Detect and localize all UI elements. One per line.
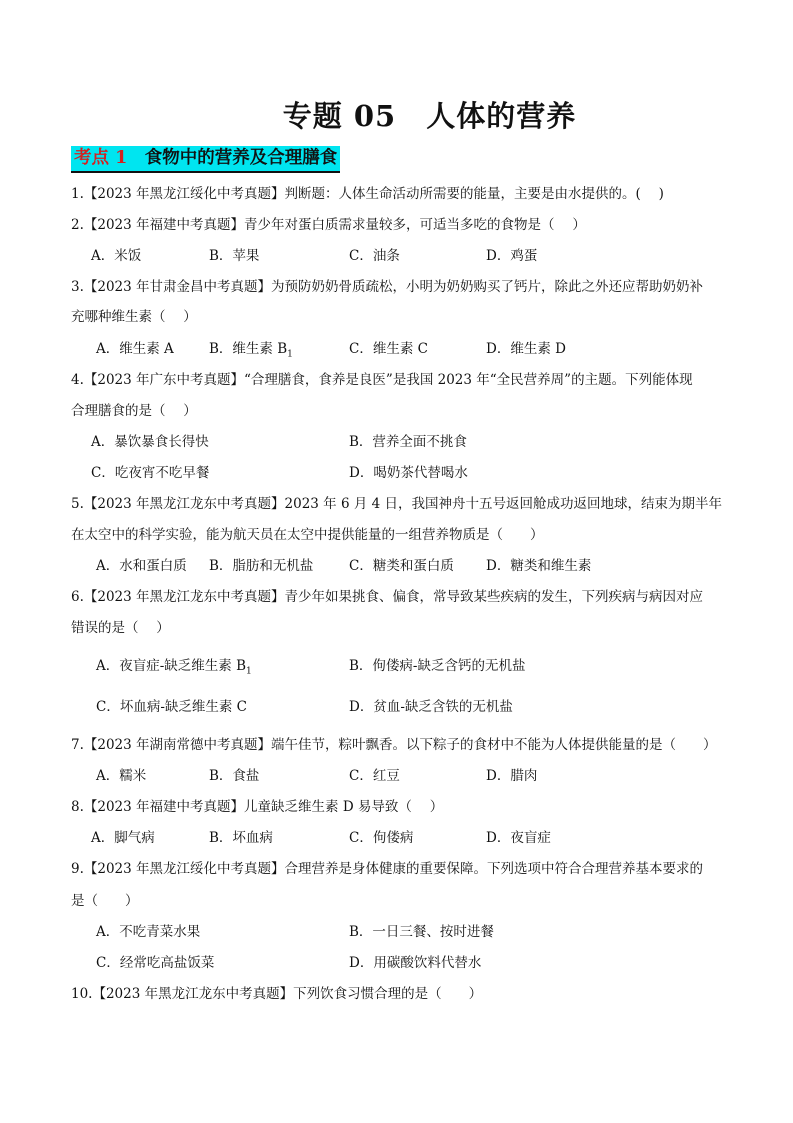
question-3-stem-line-1: 3.【2023 年甘肃金昌中考真题】为预防奶奶骨质疏松，小明为奶奶购买了钙片，除此之外还应帮助奶奶补 [71, 279, 704, 295]
question-5-stem-line-1: 5.【2023 年黑龙江龙东中考真题】2023 年 6 月 4 日，我国神舟十五号返回舱成功返回地球，结束为期半年 [71, 496, 723, 512]
question-9-stem-line-1: 9.【2023 年黑龙江绥化中考真题】合理营养是身体健康的重要保障。下列选项中符合合理营养基本要求的 [71, 861, 704, 877]
question-5-option-d[interactable]: D．糖类和维生素 [486, 558, 592, 574]
question-7-option-b[interactable]: B．食盐 [209, 768, 260, 784]
section-title: 食物中的营养及合理膳食 [144, 148, 338, 168]
question-3-option-b[interactable]: B．维生素 $B_1$ [209, 341, 293, 360]
question-7-option-c[interactable]: C．红豆 [349, 768, 400, 784]
question-4-option-d[interactable]: D．喝奶茶代替喝水 [349, 465, 468, 481]
question-7-stem: 7.【2023 年湖南常德中考真题】端午佳节，粽叶飘香。以下粽子的食材中不能为人体提供能量的是（ ） [71, 737, 717, 753]
question-2-option-b[interactable]: B．苹果 [209, 248, 260, 264]
page-title: 专题 05 人体的营养 [282, 99, 577, 133]
question-7-option-d[interactable]: D．腊肉 [486, 768, 538, 784]
section-prefix: 考点 1 [74, 148, 128, 168]
question-2-option-a[interactable]: A．米饭 [91, 248, 142, 264]
question-4-option-a[interactable]: A．暴饮暴食长得快 [91, 434, 209, 450]
question-6-option-b[interactable]: B．佝偻病-缺乏含钙的无机盐 [349, 658, 526, 674]
question-5-option-a[interactable]: A．水和蛋白质 [96, 558, 187, 574]
question-9-option-a[interactable]: A．不吃青菜水果 [96, 924, 201, 940]
question-9-option-c[interactable]: C．经常吃高盐饭菜 [96, 955, 215, 971]
question-8-option-a[interactable]: A．脚气病 [91, 830, 155, 846]
question-4-stem-line-1: 4.【2023 年广东中考真题】“合理膳食，食养是良医”是我国 2023 年“全民营养周”的主题。下列能体现 [71, 372, 693, 388]
question-10-stem: 10.【2023 年黑龙江龙东中考真题】下列饮食习惯合理的是（ ） [71, 986, 483, 1002]
subscript-1: 1 [246, 666, 252, 677]
question-5-option-c[interactable]: C．糖类和蛋白质 [349, 558, 454, 574]
question-6-option-c[interactable]: C．坏血病-缺乏维生素 C [96, 699, 248, 715]
question-5-stem-line-2: 在太空中的科学实验，能为航天员在太空中提供能量的一组营养物质是（ ） [71, 527, 544, 543]
question-2-stem: 2.【2023 年福建中考真题】青少年对蛋白质需求量较多，可适当多吃的食物是（ ） [71, 217, 586, 233]
section-heading [71, 146, 340, 173]
question-8-option-d[interactable]: D．夜盲症 [486, 830, 551, 846]
question-6-option-a[interactable]: A．夜盲症-缺乏维生素 $B_1$ [96, 658, 252, 677]
question-3-option-a[interactable]: A．维生素 A [96, 341, 174, 357]
subscript-1: 1 [287, 349, 293, 360]
question-3-stem-line-2: 充哪种维生素（ ） [71, 309, 197, 325]
question-9-stem-line-2: 是（ ） [71, 893, 139, 909]
question-3-option-c[interactable]: C．维生素 C [349, 341, 428, 357]
question-8-option-c[interactable]: C．佝偻病 [349, 830, 414, 846]
question-2-option-c[interactable]: C．油条 [349, 248, 400, 264]
question-9-option-d[interactable]: D．用碳酸饮料代替水 [349, 955, 482, 971]
question-9-option-b[interactable]: B．一日三餐、按时进餐 [349, 924, 494, 940]
question-4-stem-line-2: 合理膳食的是（ ） [71, 403, 197, 419]
question-6-stem-line-2: 错误的是（ ） [71, 620, 170, 636]
question-4-option-c[interactable]: C．吃夜宵不吃早餐 [91, 465, 210, 481]
question-6-option-d[interactable]: D．贫血-缺乏含铁的无机盐 [349, 699, 513, 715]
question-4-option-b[interactable]: B．营养全面不挑食 [349, 434, 467, 450]
question-5-option-b[interactable]: B．脂肪和无机盐 [209, 558, 314, 574]
question-6-stem-line-1: 6.【2023 年黑龙江龙东中考真题】青少年如果挑食、偏食，常导致某些疾病的发生，下列疾病与病因对应 [71, 589, 704, 605]
question-3-option-d[interactable]: D．维生素 D [486, 341, 566, 357]
question-8-option-b[interactable]: B．坏血病 [209, 830, 273, 846]
question-1-stem: 1.【2023 年黑龙江绥化中考真题】判断题：人体生命活动所需要的能量，主要是由水提供的。( ) [71, 186, 664, 202]
question-7-option-a[interactable]: A．糯米 [96, 768, 147, 784]
question-2-option-d[interactable]: D．鸡蛋 [486, 248, 538, 264]
question-8-stem: 8.【2023 年福建中考真题】儿童缺乏维生素 D 易导致（ ） [71, 799, 444, 815]
